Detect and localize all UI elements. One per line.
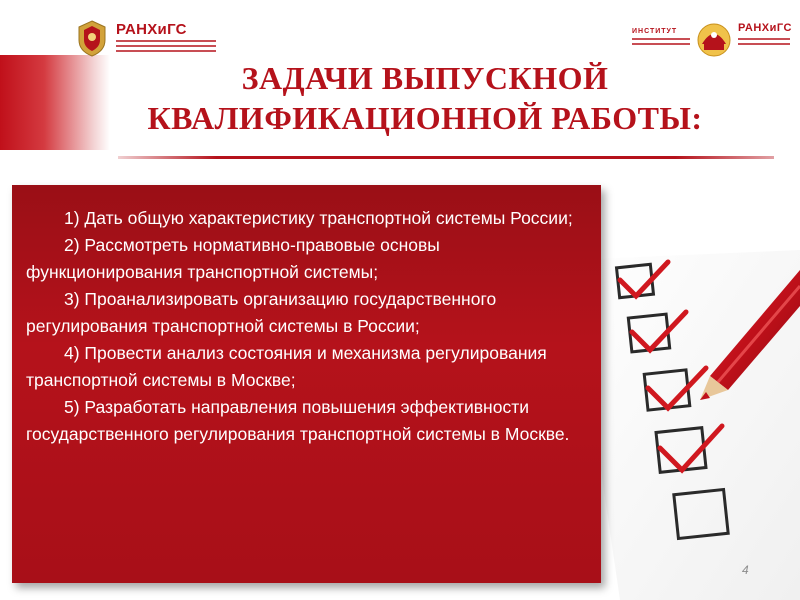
page-number: 4 — [742, 563, 749, 577]
task-item-1: 1) Дать общую характеристику транспортной системы России; — [64, 208, 573, 228]
task-item-2: 2) Рассмотреть нормативно-правовые основы функционирования транспортной системы; — [26, 235, 440, 282]
emblem-icon — [694, 18, 734, 58]
logo-right — [632, 16, 792, 62]
logo-right-brand-subtitle — [738, 38, 790, 48]
logo-left-text: РАНХиГС — [116, 21, 187, 38]
task-item-5: 5) Разработать направления повышения эффективности государственного регулирования транспортной системы в Москве. — [26, 397, 570, 444]
logo-left — [72, 18, 222, 60]
task-item-3: 3) Проанализировать организацию государственного регулирования транспортной системы в России; — [26, 289, 497, 336]
slide-title-line2: КВАЛИФИКАЦИОННОЙ РАБОТЫ: — [147, 100, 703, 136]
accent-band — [0, 55, 110, 150]
slide-title — [110, 58, 740, 138]
logo-right-brand: РАНХиГС — [738, 22, 792, 34]
logo-right-institute-subtitle — [632, 38, 690, 48]
title-divider — [118, 156, 774, 159]
tasks-box — [12, 185, 601, 583]
logo-left-subtitle — [116, 40, 216, 55]
task-item-4: 4) Провести анализ состояния и механизма регулирования транспортной системы в Москве; — [26, 343, 547, 390]
logo-right-institute: ИНСТИТУТ — [632, 28, 678, 35]
emblem-icon — [72, 18, 112, 58]
slide-title-line1: ЗАДАЧИ ВЫПУСКНОЙ — [241, 60, 609, 96]
